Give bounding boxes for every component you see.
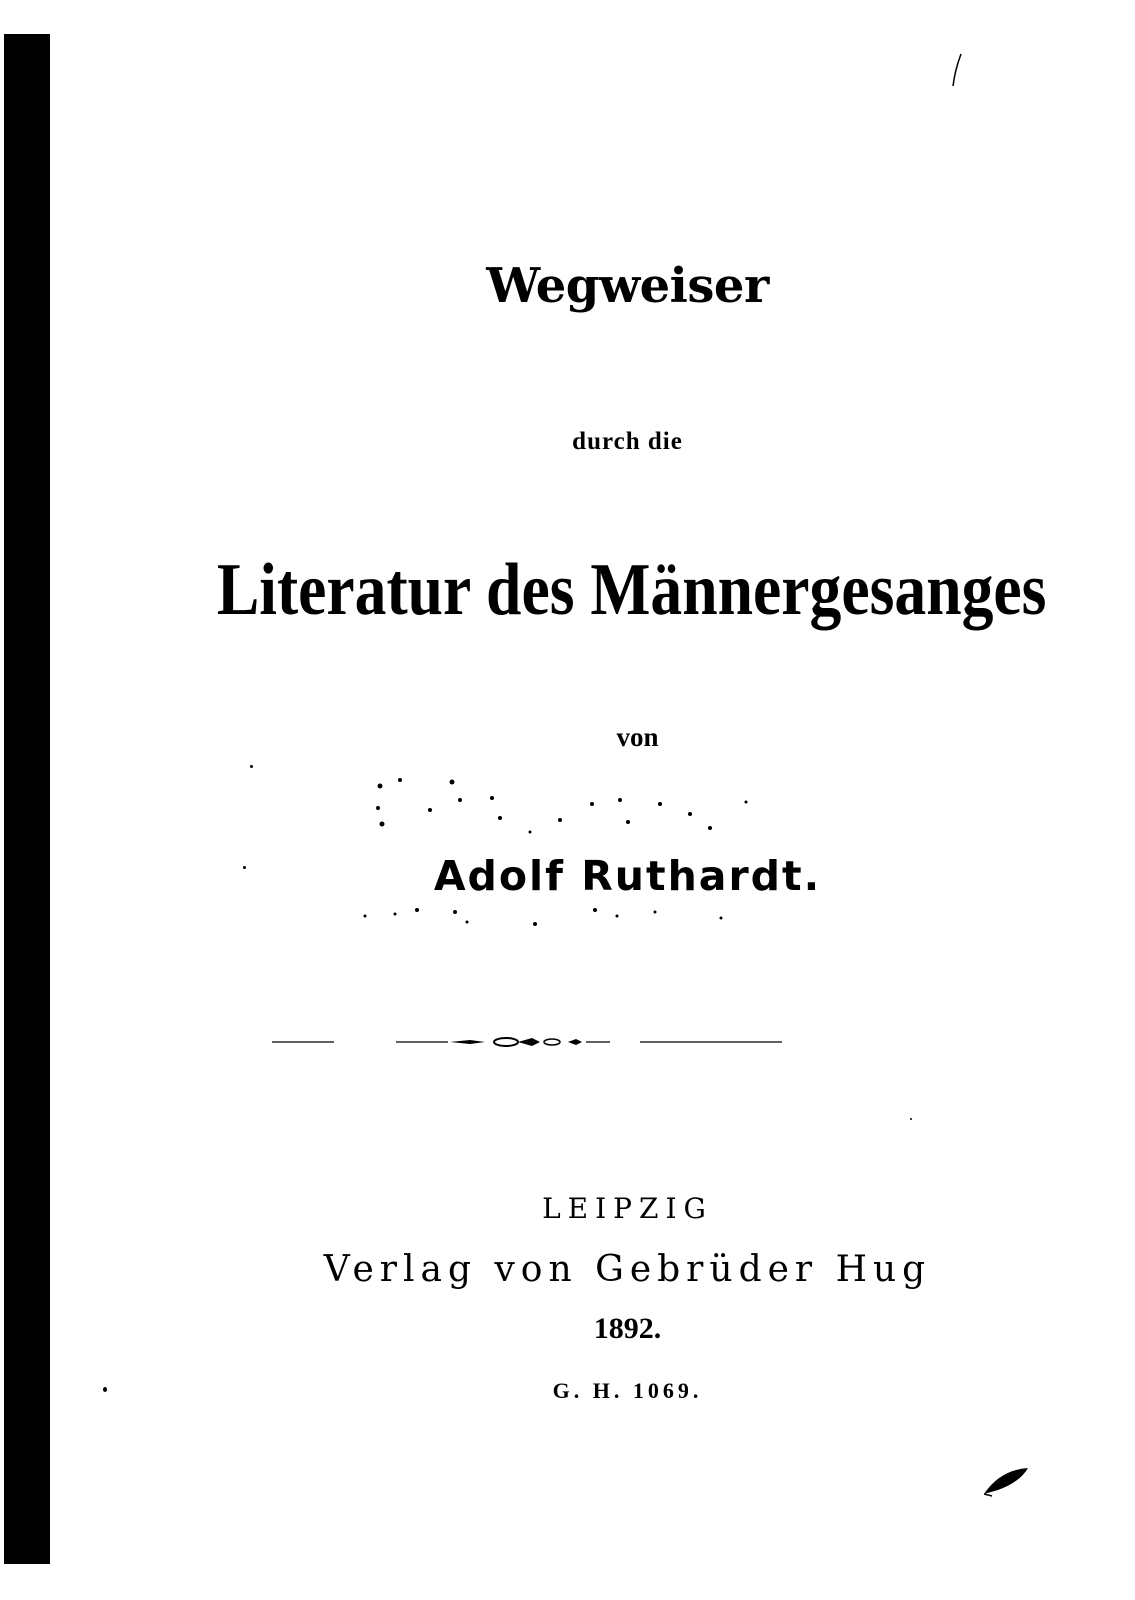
divider-ornament-icon [270, 1030, 790, 1050]
ink-speck [103, 1387, 107, 1392]
ink-speck [250, 765, 253, 768]
quill-smudge-icon [980, 1460, 1040, 1500]
ink-speck [910, 1118, 912, 1120]
title-connector: durch die [572, 428, 683, 455]
plate-number: G. H. 1069. [552, 1378, 703, 1403]
main-title: Literatur des Männergesanges [216, 549, 1047, 631]
author-name: Adolf Ruthardt. [433, 852, 822, 900]
publication-year: 1892. [593, 1312, 662, 1345]
publisher-line: Verlag von Gebrüder Hug [323, 1249, 932, 1290]
book-title: Wegweiser [486, 258, 769, 314]
pen-mark-icon [945, 50, 965, 90]
by-line: von [616, 722, 659, 752]
ink-speck [243, 866, 246, 869]
speckle-noise-lower [355, 900, 735, 940]
place-of-publication: LEIPZIG [542, 1192, 713, 1225]
binding-edge [4, 34, 50, 1564]
speckle-noise-upper [360, 770, 780, 850]
